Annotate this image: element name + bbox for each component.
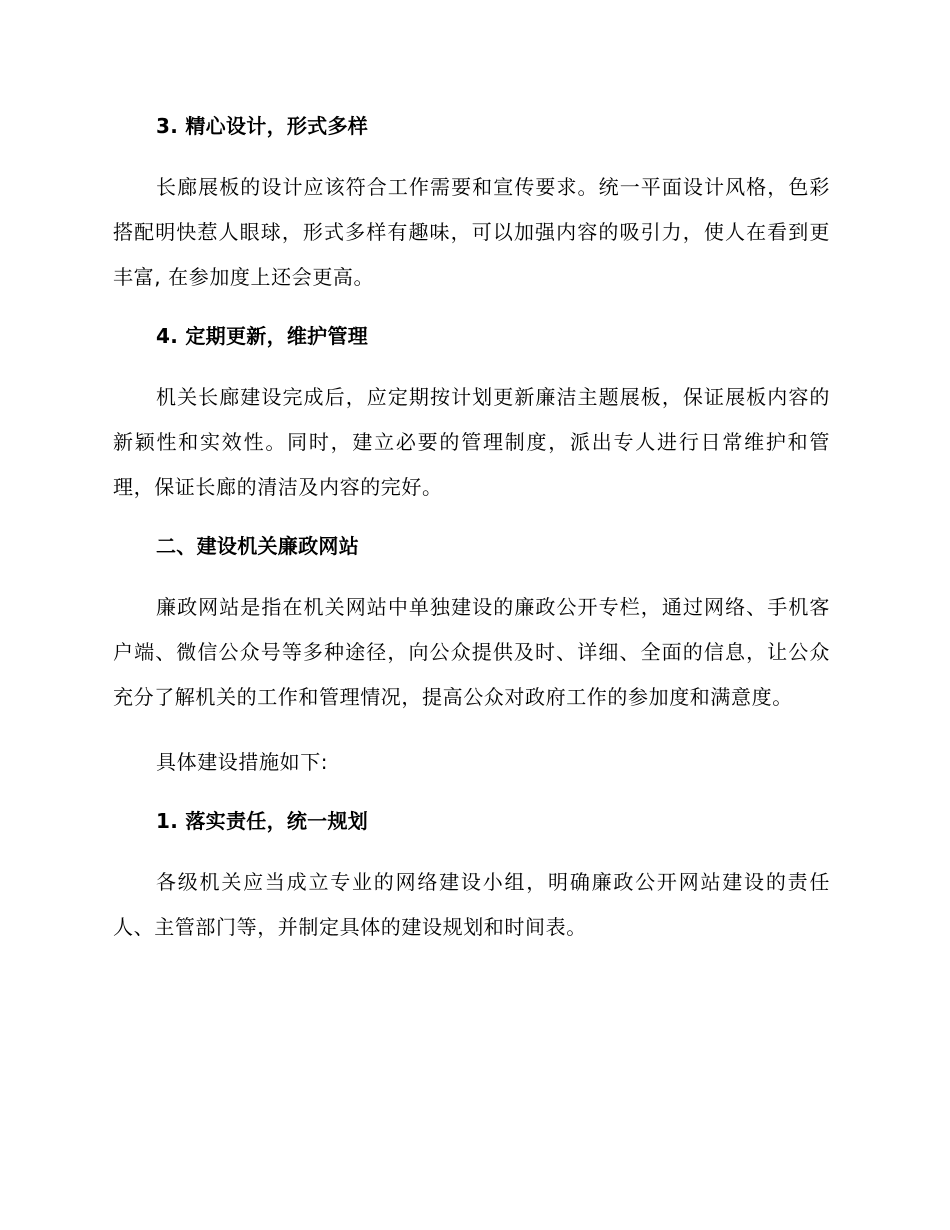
section-heading-update: 4. 定期更新，维护管理 [156, 324, 369, 348]
paragraph-measures-intro: 具体建设措施如下: [156, 750, 329, 774]
paragraph-update: 机关长廊建设完成后，应定期按计划更新廉洁主题展板，保证展板内容的新颖性和实效性。同时，建立必要的管理制度，派出专人进行日常维护和管理，保证长廊的清洁及内容的完好。 [113, 385, 830, 499]
section-heading-responsibility: 1. 落实责任，统一规划 [156, 809, 369, 833]
paragraph-design: 长廊展板的设计应该符合工作需要和宣传要求。统一平面设计风格，色彩搭配明快惹人眼球，形式多样有趣味，可以加强内容的吸引力，使人在看到更丰富, 在参加度上还会更高。 [113, 175, 830, 289]
paragraph-website: 廉政网站是指在机关网站中单独建设的廉政公开专栏，通过网络、手机客户端、微信公众号等多种途径，向公众提供及时、详细、全面的信息，让公众充分了解机关的工作和管理情况，提高公众对政府工作的参加度和满意度。 [113, 595, 830, 709]
section-heading-website: 二、建设机关廉政网站 [156, 534, 359, 558]
paragraph-responsibility: 各级机关应当成立专业的网络建设小组，明确廉政公开网站建设的责任人、主管部门等，并制定具体的建设规划和时间表。 [113, 870, 830, 939]
section-heading-design: 3. 精心设计，形式多样 [156, 114, 369, 138]
